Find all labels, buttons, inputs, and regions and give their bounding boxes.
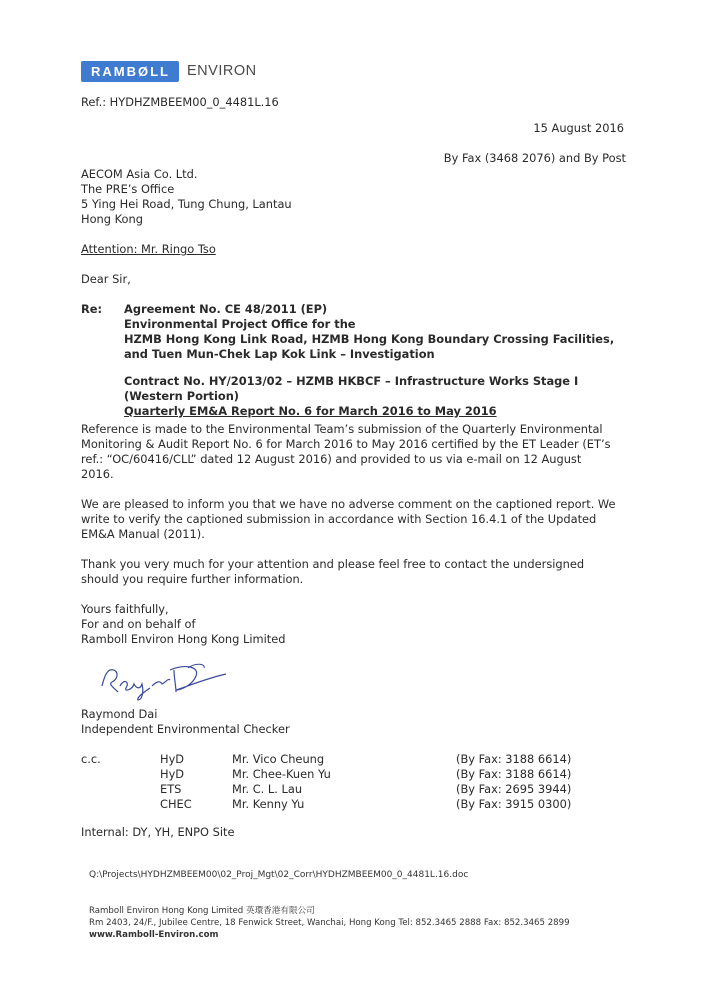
subject-line: Agreement No. CE 48/2011 (EP) <box>124 302 328 316</box>
recipient-line: AECOM Asia Co. Ltd. <box>81 167 198 181</box>
signatory-title: Independent Environmental Checker <box>81 722 290 736</box>
subject-line: (Western Portion) <box>124 389 240 403</box>
signatory-block <box>81 707 290 737</box>
recipient-line: Hong Kong <box>81 212 143 226</box>
company-logo <box>81 60 257 82</box>
cc-row: HyD Mr. Chee-Kuen Yu (By Fax: 3188 6614) <box>160 767 572 781</box>
subject-line: HZMB Hong Kong Link Road, HZMB Hong Kong Boundary Crossing Facilities, <box>124 332 615 346</box>
internal-distribution: Internal: DY, YH, ENPO Site <box>81 825 235 839</box>
footer-address: Rm 2403, 24/F., Jubilee Centre, 18 Fenwick Street, Wanchai, Hong Kong Tel: 852.3465 2888 Fax: 852.3465 2899 <box>89 918 570 928</box>
report-title: Quarterly EM&A Report No. 6 for March 2016 to May 2016 <box>124 404 497 418</box>
footer-website: www.Ramboll-Environ.com <box>89 930 219 940</box>
closing-line: Yours faithfully, <box>81 602 169 616</box>
file-path: Q:\Projects\HYDHZMBEEM00\02_Proj_Mgt\02_Corr\HYDHZMBEEM00_0_4481L.16.doc <box>89 870 469 880</box>
subject-block <box>124 302 614 419</box>
recipient-address <box>81 167 292 227</box>
salutation: Dear Sir, <box>81 272 131 286</box>
body-paragraph-2: We are pleased to inform you that we have no adverse comment on the captioned report. We write to verify the captioned submission in accordance with Section 16.4.1 of the Updated EM&A Manual (2011). <box>81 497 616 541</box>
recipient-line: The PRE’s Office <box>81 182 175 196</box>
footer-company: Ramboll Environ Hong Kong Limited 英環香港有限公司 <box>89 906 315 916</box>
letter-date: 15 August 2016 <box>533 121 624 135</box>
body-paragraph-3: Thank you very much for your attention and please feel free to contact the undersigned should you require further information. <box>81 557 585 586</box>
reference-number: Ref.: HYDHZMBEEM00_0_4481L.16 <box>81 95 279 109</box>
cc-row: CHEC Mr. Kenny Yu (By Fax: 3915 0300) <box>160 797 572 811</box>
logo-word: ENVIRON <box>187 63 257 79</box>
cc-row: HyD Mr. Vico Cheung (By Fax: 3188 6614) <box>160 752 572 766</box>
subject-line: and Tuen Mun-Chek Lap Kok Link – Investigation <box>124 347 435 361</box>
cc-row: ETS Mr. C. L. Lau (By Fax: 2695 3944) <box>160 782 572 796</box>
logo-mark: RAMBØLL <box>81 61 179 82</box>
body-paragraph-1: Reference is made to the Environmental Team’s submission of the Quarterly Environmental Monitoring & Audit Report No. 6 for March 2016 to May 2016 certified by the ET Leader (ET’s ref.: “OC/60416/CLL” dated 12 August 2016) and provided to us via e-mail on 12 August 2016. <box>81 422 611 481</box>
footer <box>89 905 570 941</box>
subject-line: Contract No. HY/2013/02 – HZMB HKBCF – Infrastructure Works Stage I <box>124 374 579 388</box>
closing-line: Ramboll Environ Hong Kong Limited <box>81 632 286 646</box>
re-label: Re: <box>81 302 103 316</box>
signatory-name: Raymond Dai <box>81 707 158 721</box>
recipient-line: 5 Ying Hei Road, Tung Chung, Lantau <box>81 197 292 211</box>
closing-line: For and on behalf of <box>81 617 196 631</box>
attention-line: Attention: Mr. Ringo Tso <box>81 242 216 256</box>
cc-label: c.c. <box>81 752 101 766</box>
handwritten-signature <box>96 656 236 704</box>
subject-line: Environmental Project Office for the <box>124 317 356 331</box>
cc-list <box>160 752 571 812</box>
closing-block <box>81 602 285 647</box>
delivery-method: By Fax (3468 2076) and By Post <box>443 151 626 165</box>
